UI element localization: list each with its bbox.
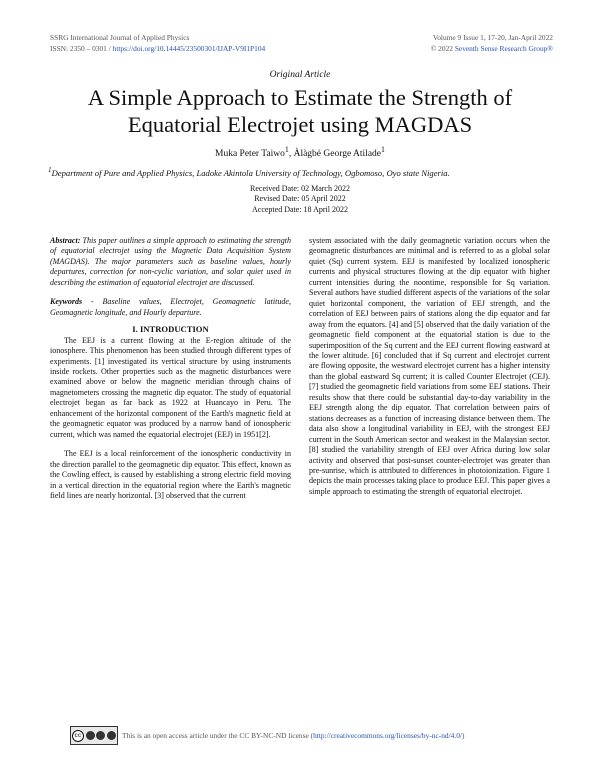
publisher-name: Seventh Sense Research Group® [454,44,553,53]
abstract [50,236,291,288]
issn: ISSN: 2350 – 0301 / [50,44,113,53]
keywords-text: Baseline values, Electrojet, Geomagnetic latitude, Geomagnetic longitude, and Hourly departure. [50,297,291,317]
cc-logo-icon: cc [72,730,84,742]
affiliation [48,166,558,178]
author-2-affil-mark: 1 [381,145,385,154]
cc-license-badge[interactable] [70,726,118,745]
abstract-text: This paper outlines a simple approach to estimating the strength of equatorial electrojet using the Magnetic Data Acquisition System (MAGDAS). The major parameters such as baseline values, hourly departures, correction for non-cyclic variation, and solar quiet used in describing the estimation of equatorial electrojet are discussed. [50,236,291,287]
keywords-label: Keywords - [50,297,94,307]
affiliation-text: Department of Pure and Applied Physics, Ladoke Akintola University of Technology, Ogbomoso, Oyo state Nigeria. [51,167,450,178]
received-date: Received Date: 02 March 2022 [250,184,350,193]
copyright-prefix: © 2022 [430,44,455,53]
article-type: Original Article [269,70,331,80]
journal-header [50,32,265,54]
nc-noncommercial-icon [96,731,105,740]
nd-noderivs-icon [107,731,116,740]
revised-date: Revised Date: 05 April 2022 [254,194,346,204]
author-1-affil-mark: 1 [284,145,289,154]
accepted-date: Accepted Date: 18 April 2022 [252,204,348,214]
intro-paragraph-1: The EEJ is a current flowing at the E-region altitude of the ionosphere. This phenomenon has been studied through different types of experiments. [1] investigated its vertical structure by using instruments inside rockets. Other properties such as the magnetic disturbances were examined above or below the magnetic meridian through chains of magnetometers crossing the magnetic dip equator. The study of equatorial electrojet began as far back as 1922 at Huancayo in Peru. The enhancement of the horizontal component of the Earth's magnetic field at the geomagnetic equator was produced by a narrow band of ionospheric current, which was named the equatorial electrojet (EEJ) in 1951[2]. [50,335,291,439]
intro-paragraph-2-continued: system associated with the daily geomagnetic variation occurs when the geomagnetic disturbances are minimal and is referred to as a global solar quiet (Sq) current system. EEJ is manifested by localized ionospheric currents and physical structures flowing at the dip equator with higher current intensities during the noontime, responsible for Sq variation. Several authors have studied different aspects of the variations of the solar quiet horizontal component, the variation of EEJ strength, and the correlation of EEJ between pairs of stations along the dip equator and far away from the equators. [4] and [5] observed that the daily variation of the geomagnetic field component at the equatorial station is due to the superimposition of the Sq current and the EEJ current flowing eastward at the lower altitude. [6] concluded that if Sq current and electrojet current are flowing opposite, the westward electrojet current has a higher intensity than the global eastward Sq current; it is called Counter Electrojet (CEJ). [7] studied the geomagnetic field variations from some EEJ stations. Their results show that there could be substantial day-to-day variability in the EEJ strength along the dip equator. That correlation between pairs of stations decreases as a function of increasing distance between them. The data also show a longitudinal variability in EEJ, with the strongest EEJ current in the South American sector and weakest in the Malaysian sector. [8] studied the variability strength of EEJ over Africa during low solar activity and observed that post-sunset counter-electrojet was greater than pre-sunrise, which is attributed to differences in photoionization. Figure 1 depicts the main processes taking place to produce EEJ. This paper gives a simple approach to estimating the strength of equatorial electrojet. [309,236,550,496]
license-link[interactable]: http://creativecommons.org/licenses/by-nc-nd/4.0/ [313,731,462,740]
author-list: Muka Peter Taiwo$^1$, Àlàgbé George Atilade$^1$ [215,145,385,160]
journal-name: SSRG International Journal of Applied Physics [50,33,190,42]
paper-title: A Simple Approach to Estimate the Strength of Equatorial Electrojet using MAGDAS [87,85,513,137]
issn-doi-line [50,43,265,54]
author-1: Muka Peter Taiwo [215,149,285,160]
license-text-end: ) [461,731,465,740]
license-text: This is an open access article under the CC BY-NC-ND license ( [122,731,314,740]
volume-info: Volume 9 Issue 1, 17-20, Jan-April 2022 [432,33,553,42]
affiliation-mark: 1 [48,166,52,174]
author-2: Àlàgbé George Atilade [293,149,382,160]
abstract-label: Abstract: [50,236,81,245]
license-footer [70,726,464,745]
by-attribution-icon [86,731,95,740]
intro-paragraph-2: The EEJ is a local reinforcement of the ionospheric conductivity in the direction parallel to the geomagnetic dip equator. This effect, known as the Cowling effect, is caused by establishing a strong electric field moving in a vertical direction in the equatorial region where the Earth's magnetic field lines are nearly horizontal. [3] observed that the current [50,449,291,500]
volume-header [431,32,553,54]
copyright-line [431,43,553,54]
section-heading-introduction: I. INTRODUCTION [132,324,209,335]
right-column [309,236,550,497]
article-dates [0,184,600,215]
doi-link[interactable]: https://doi.org/10.14445/23500301/IJAP-V9I1P104 [112,44,266,53]
left-column [50,236,291,501]
keywords [50,297,291,318]
